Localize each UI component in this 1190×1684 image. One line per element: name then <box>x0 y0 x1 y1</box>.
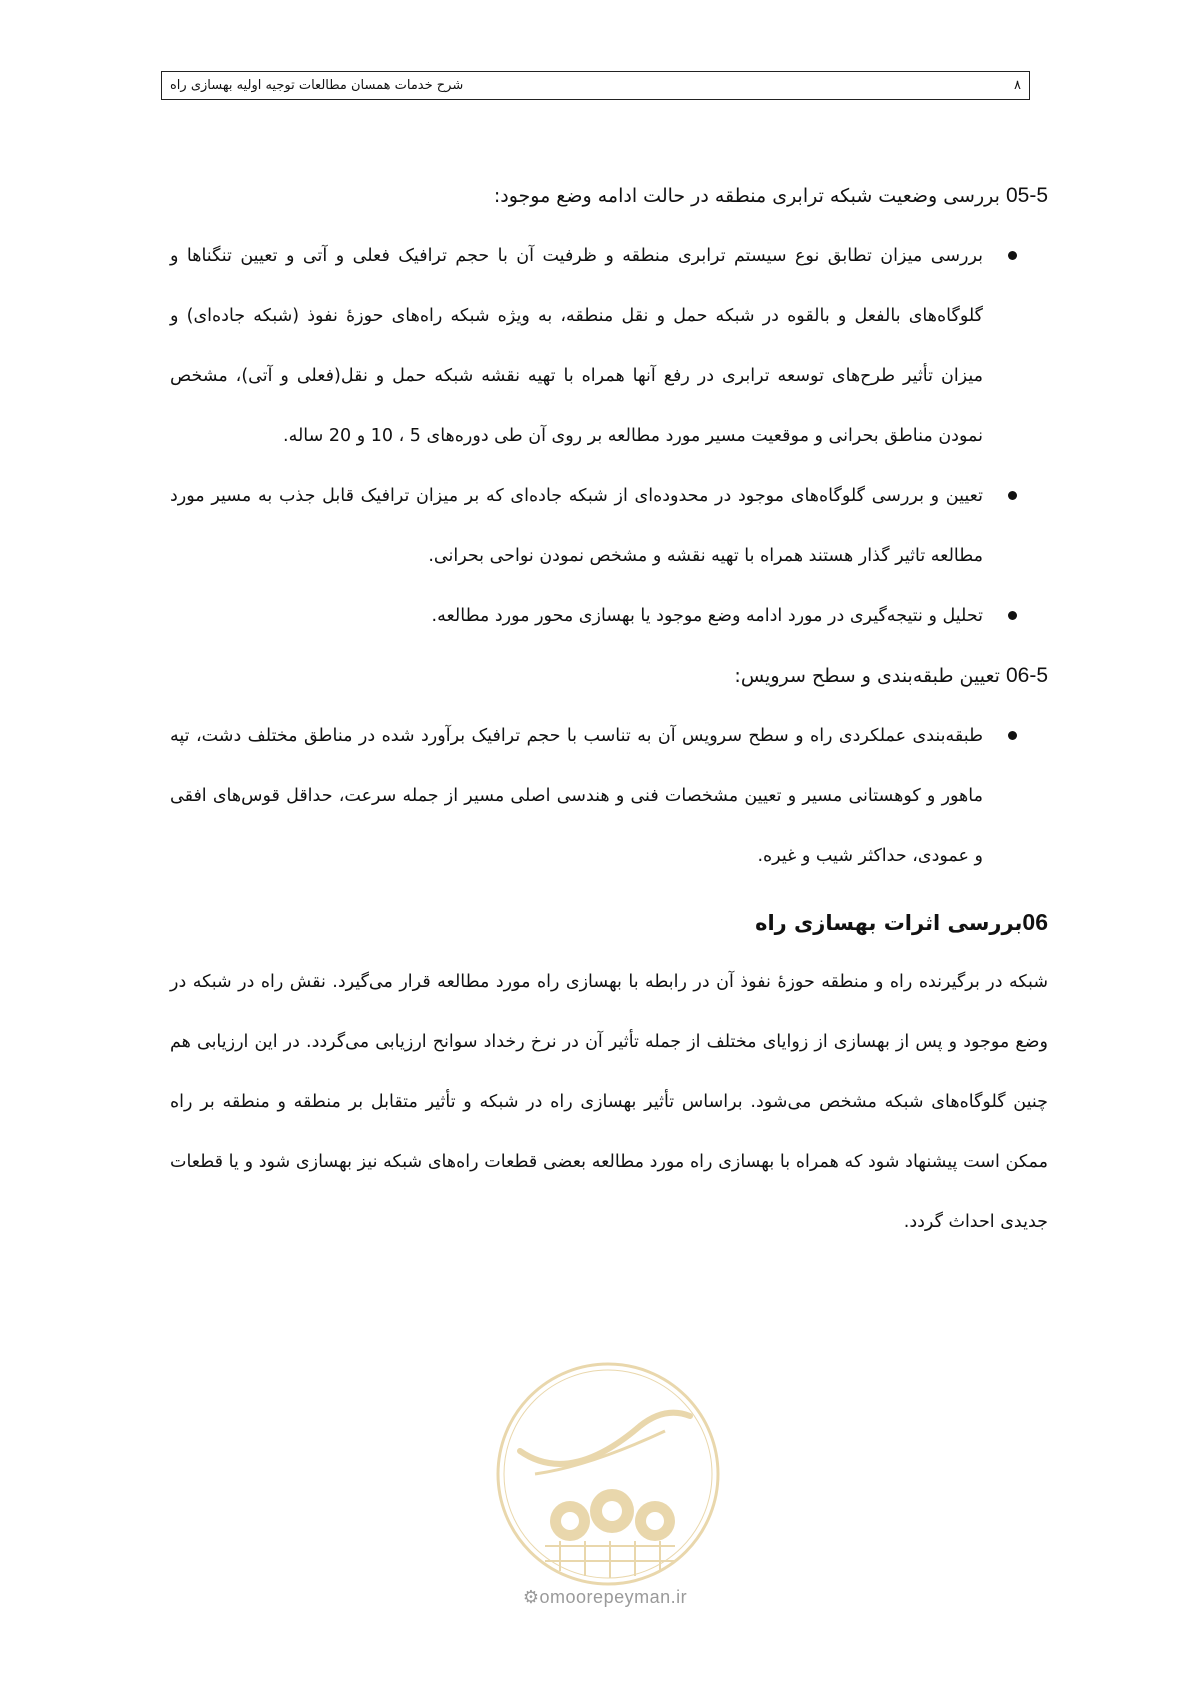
section-title: بررسی وضعیت شبکه ترابری منطقه در حالت ادامه وضع موجود: <box>493 185 1000 207</box>
section-number: 06-5 <box>1005 664 1048 687</box>
bullet-list-06-5 <box>170 706 1048 886</box>
chapter-number: 06 <box>1022 909 1048 935</box>
bullet-list-05-5 <box>170 226 1048 646</box>
watermark-logo <box>490 1356 730 1606</box>
header-title: شرح خدمات همسان مطالعات توجیه اولیه بهسازی راه <box>170 78 464 93</box>
list-item: طبقه‌بندی عملکردی راه و سطح سرویس آن به تناسب با حجم ترافیک برآورد شده در مناطق مختلف دشت، تپه ماهور و کوهستانی مسیر و تعیین مشخصات فنی و هندسی اصلی مسیر از جمله سرعت، حداقل قوس‌های افقی و عمودی، حداکثر شیب و غیره. <box>170 706 1030 886</box>
body-paragraph: شبکه در برگیرنده راه و منطقه حوزۀ نفوذ آن در رابطه با بهسازی راه مورد مطالعه قرار می‌گیرد. نقش راه در شبکه در وضع موجود و پس از بهسازی از زوایای مختلف از جمله تأثیر آن در نرخ رخداد سوانح ارزیابی می‌گردد. در این ارزیابی هم چنین گلوگاه‌های شبکه مشخص می‌شود. براساس تأثیر بهسازی راه در شبکه و تأثیر متقابل بر منطقه و منطقه بر راه ممکن است پیشنهاد شود که همراه با بهسازی راه مورد مطالعه بعضی قطعات راه‌های شبکه نیز بهسازی شود و یا قطعات جدیدی احداث گردد. <box>170 972 1048 1232</box>
section-heading-06-5 <box>170 646 1048 706</box>
watermark-site: ⚙omoorepeyman.ir <box>522 1587 688 1607</box>
list-item: بررسی میزان تطابق نوع سیستم ترابری منطقه و ظرفیت آن با حجم ترافیک فعلی و آتی و تعیین تنگناها و گلوگاه‌های بالفعل و بالقوه در شبکه حمل و نقل منطقه، به ویژه شبکه راه‌های حوزۀ نفوذ (شبکه جاده‌ای) و میزان تأثیر طرح‌های توسعه ترابری در رفع آنها همراه با تهیه نقشه شبکه حمل و نقل(فعلی و آتی)، مشخص نمودن مناطق بحرانی و موقعیت مسیر مورد مطالعه بر روی آن طی دوره‌های 5 ، 10 و 20 ساله. <box>170 226 1030 466</box>
watermark-gear-icon: ⚙ <box>522 1587 540 1607</box>
section-heading-05-5 <box>170 166 1048 226</box>
list-item: تحلیل و نتیجه‌گیری در مورد ادامه وضع موجود یا بهسازی محور مورد مطالعه. <box>170 586 1030 646</box>
section-number: 05-5 <box>1005 184 1048 207</box>
page-header <box>161 71 1030 100</box>
chapter-title: بررسی اثرات بهسازی راه <box>755 911 1023 935</box>
section-title: تعیین طبقه‌بندی و سطح سرویس: <box>734 665 1000 687</box>
main-content <box>170 166 1048 1252</box>
page-number: ۸ <box>1014 78 1021 93</box>
chapter-heading-06 <box>170 892 1048 952</box>
list-item: تعیین و بررسی گلوگاه‌های موجود در محدوده‌ای از شبکه جاده‌ای که بر میزان ترافیک قابل جذب به مسیر مورد مطالعه تاثیر گذار هستند همراه با تهیه نقشه و مشخص نمودن نواحی بحرانی. <box>170 466 1030 586</box>
